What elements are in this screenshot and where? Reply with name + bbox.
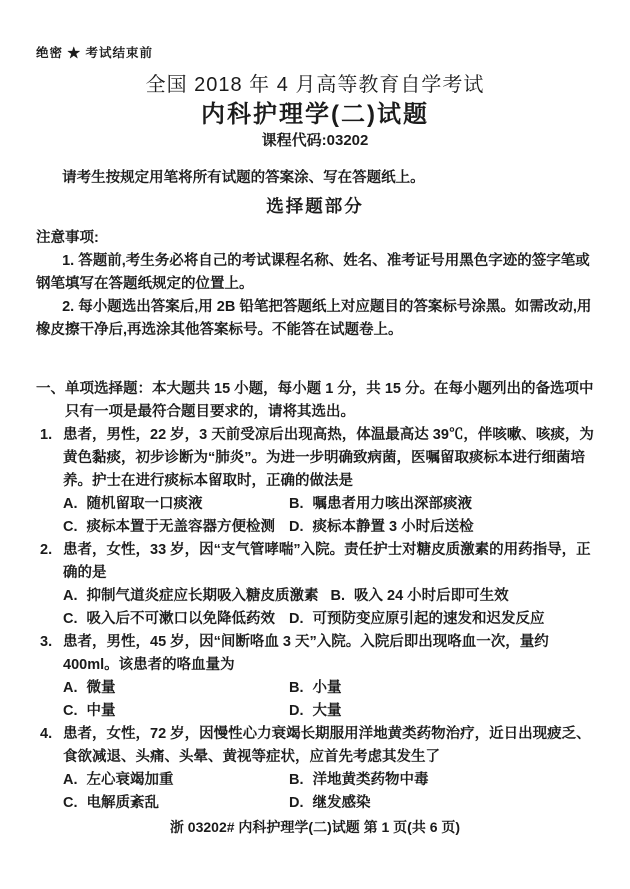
option-a bbox=[63, 493, 289, 516]
answer-instruction: 请考生按规定用笔将所有试题的答案涂、写在答题纸上。 bbox=[62, 170, 425, 186]
option-b bbox=[331, 585, 509, 608]
question-body bbox=[63, 631, 594, 723]
notes-heading: 注意事项: bbox=[36, 230, 99, 246]
question-body bbox=[63, 424, 594, 539]
option-text: 中量 bbox=[86, 703, 116, 719]
option-text: 洋地黄类药物中毒 bbox=[312, 772, 429, 788]
option-label: C. bbox=[63, 795, 78, 811]
option-row bbox=[63, 608, 594, 631]
option-a bbox=[63, 677, 289, 700]
option-row bbox=[63, 585, 594, 608]
option-b bbox=[289, 677, 342, 700]
note-item-2: 2. 每小题选出答案后,用 2B 铅笔把答题纸上对应题目的答案标号涂黑。如需改动,用橡皮擦干净后,再选涂其他答案标号。不能答在试题卷上。 bbox=[36, 299, 592, 338]
option-text: 吸入后不可漱口以免降低药效 bbox=[86, 611, 275, 627]
classification-label: 绝密 ★ 考试结束前 bbox=[36, 46, 153, 60]
option-b bbox=[289, 493, 472, 516]
option-text: 嘱患者用力咳出深部痰液 bbox=[312, 496, 472, 512]
option-text: 抑制气道炎症应长期吸入糖皮质激素 bbox=[86, 588, 319, 604]
option-label: D. bbox=[289, 611, 304, 627]
option-row bbox=[63, 493, 594, 516]
option-row bbox=[63, 516, 594, 539]
option-text: 大量 bbox=[312, 703, 342, 719]
option-label: B. bbox=[289, 680, 304, 696]
option-label: B. bbox=[289, 772, 304, 788]
question-stem: 患者，女性，33 岁，因“支气管哮喘”入院。责任护士对糖皮质激素的用药指导，正确的是 bbox=[63, 542, 591, 581]
option-text: 微量 bbox=[86, 680, 116, 696]
option-label: A. bbox=[63, 496, 78, 512]
option-c bbox=[63, 608, 289, 631]
exam-title: 全国 2018 年 4 月高等教育自学考试 bbox=[145, 74, 485, 96]
question-stem: 患者，男性，22 岁，3 天前受凉后出现高热，体温最高达 39℃，伴咳嗽、咳痰，为黄色黏痰，初步诊断为“肺炎”。为进一步明确致病菌，医嘱留取痰标本进行细菌培养。护士在进行痰标本留取时，正确的做法是 bbox=[63, 427, 594, 489]
option-text: 可预防变应原引起的速发和迟发反应 bbox=[312, 611, 545, 627]
question-1 bbox=[36, 424, 594, 539]
question-number: 4. bbox=[40, 726, 53, 742]
option-text: 左心衰竭加重 bbox=[86, 772, 174, 788]
option-label: B. bbox=[289, 496, 304, 512]
option-label: B. bbox=[330, 588, 345, 604]
option-c bbox=[63, 700, 289, 723]
option-text: 痰标本置于无盖容器方便检测 bbox=[86, 519, 275, 535]
question-2 bbox=[36, 539, 594, 631]
option-d bbox=[289, 792, 371, 815]
option-b bbox=[289, 769, 429, 792]
option-label: D. bbox=[289, 703, 304, 719]
question-number: 2. bbox=[40, 542, 53, 558]
option-text: 随机留取一口痰液 bbox=[86, 496, 203, 512]
question-stem: 患者，女性，72 岁，因慢性心力衰竭长期服用洋地黄类药物治疗，近日出现疲乏、食欲减退、头痛、头晕、黄视等症状，应首先考虑其发生了 bbox=[63, 726, 591, 765]
option-text: 继发感染 bbox=[312, 795, 371, 811]
question-body bbox=[63, 539, 594, 631]
option-label: A. bbox=[63, 772, 78, 788]
note-item-1: 1. 答题前,考生务必将自己的考试课程名称、姓名、准考证号用黑色字迹的签字笔或钢笔填写在答题纸规定的位置上。 bbox=[36, 253, 590, 292]
option-a bbox=[63, 769, 289, 792]
option-text: 小量 bbox=[312, 680, 342, 696]
page-footer: 浙 03202# 内科护理学(二)试题 第 1 页(共 6 页) bbox=[169, 819, 461, 835]
question-stem: 患者，男性，45 岁，因“间断咯血 3 天”入院。入院后即出现咯血一次，量约 400ml。该患者的咯血量为 bbox=[63, 634, 549, 673]
part-one-header bbox=[36, 378, 594, 424]
question-4 bbox=[36, 723, 594, 815]
option-text: 痰标本静置 3 小时后送检 bbox=[312, 519, 474, 535]
option-label: A. bbox=[63, 588, 78, 604]
option-label: C. bbox=[63, 703, 78, 719]
course-code: 课程代码:03202 bbox=[261, 132, 369, 149]
option-row bbox=[63, 700, 594, 723]
option-label: D. bbox=[289, 795, 304, 811]
option-label: C. bbox=[63, 611, 78, 627]
option-c bbox=[63, 792, 289, 815]
option-d bbox=[289, 516, 474, 539]
option-c bbox=[63, 516, 289, 539]
question-number: 1. bbox=[40, 427, 53, 443]
option-label: D. bbox=[289, 519, 304, 535]
option-label: A. bbox=[63, 680, 78, 696]
option-text: 吸入 24 小时后即可生效 bbox=[354, 588, 509, 604]
question-number: 3. bbox=[40, 634, 53, 650]
option-row bbox=[63, 769, 594, 792]
option-d bbox=[289, 700, 342, 723]
part-one-text: 单项选择题：本大题共 15 小题，每小题 1 分，共 15 分。在每小题列出的备选项中只有一项是最符合题目要求的，请将其选出。 bbox=[65, 381, 594, 420]
option-label: C. bbox=[63, 519, 78, 535]
option-row bbox=[63, 792, 594, 815]
option-text: 电解质紊乱 bbox=[86, 795, 159, 811]
option-d bbox=[289, 608, 545, 631]
option-a bbox=[63, 585, 331, 608]
subject-title: 内科护理学(二)试题 bbox=[201, 101, 429, 128]
section-title: 选择题部分 bbox=[266, 196, 364, 216]
question-body bbox=[63, 723, 594, 815]
question-3 bbox=[36, 631, 594, 723]
option-row bbox=[63, 677, 594, 700]
part-one-label: 一、 bbox=[36, 381, 65, 397]
